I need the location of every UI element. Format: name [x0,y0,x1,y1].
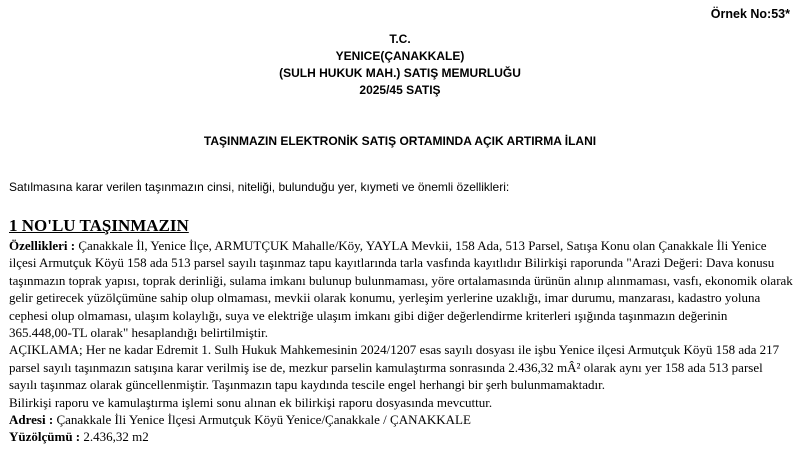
document-header [0,31,800,99]
area-label: Yüzölçümü : [9,429,81,445]
announcement-title: TAŞINMAZIN ELEKTRONİK SATIŞ ORTAMINDA AÇIK ARTIRMA İLANI [203,134,597,148]
property-section [9,215,793,446]
features-text: Çanakkale İl, Yenice İlçe, ARMUTÇUK Mahalle/Köy, YAYLA Mevkii, 158 Ada, 513 Parsel, Satışa Konu olan Çanakkale İli Yenice ilçesi Armutçuk Köyü 158 ada 513 parsel sayılı taşınmaz tapu kayıtlarında tarla vasfında kayıtlıdır Bilirkişi raporunda "Arazi Değeri: Dava konusu taşınmazın toprak yapısı, toprak derinliği, sulama imkanı bulunup bulunmaması, yöre ortalamasında ürünün alınıp alınmaması, vasfı, ekonomik olarak gelir getirecek yüzölçümüne sahip olup olmaması, mevkii olarak konumu, yerleşim yerlerine uzaklığı, imar durumu, manzarası, kadastro yoluna cephesi olup olmaması, ulaşım kolaylığı, suya ve elektriğe ulaşım imkanı gibi diğer değerlendirme kriterleri ışığında taşınmazın değerinin 365.448,00-TL olarak" hesaplandığı belirtilmiştir. [9,238,793,341]
address-label: Adresi : [9,412,54,428]
header-district: YENICE(ÇANAKKALE) [335,49,465,63]
address-paragraph [9,411,793,428]
header-country: T.C. [389,32,411,46]
report-paragraph: Bilirkişi raporu ve kamulaştırma işlemi sonu alınan ek bilirkişi raporu dosyasında mevcuttur. [9,394,493,410]
area-text: 2.436,32 m2 [80,429,149,445]
area-paragraph [9,428,793,445]
property-title: 1 NO'LU TAŞINMAZIN [9,216,189,235]
header-file-number: 2025/45 SATIŞ [359,83,441,97]
header-office: (SULH HUKUK MAH.) SATIŞ MEMURLUĞU [279,66,521,80]
intro-text: Satılmasına karar verilen taşınmazın cinsi, niteliği, bulunduğu yer, kıymeti ve önemli özellikleri: [9,180,510,194]
features-paragraph [9,237,793,341]
form-number: Örnek No:53* [710,7,790,21]
features-label: Özellikleri : [9,238,76,253]
explanation-paragraph: AÇIKLAMA; Her ne kadar Edremit 1. Sulh Hukuk Mahkemesinin 2024/1207 esas sayılı dosyası ile işbu Yenice ilçesi Armutçuk Köyü 158 ada 217 parsel sayılı taşınmazın satışına karar verilmiş ise de, mezkur parselin kamulaştırma sonrasında 2.436,32 mÂ² olarak aynı yer 158 ada 513 parsel sayılı taşınmaz olarak güncellenmiştir. Taşınmazın tapu kaydında tescile engel herhangi bir şerh bulunmamaktadır. [9,342,780,393]
address-text: Çanakkale İli Yenice İlçesi Armutçuk Köyü Yenice/Çanakkale / ÇANAKKALE [53,412,471,428]
